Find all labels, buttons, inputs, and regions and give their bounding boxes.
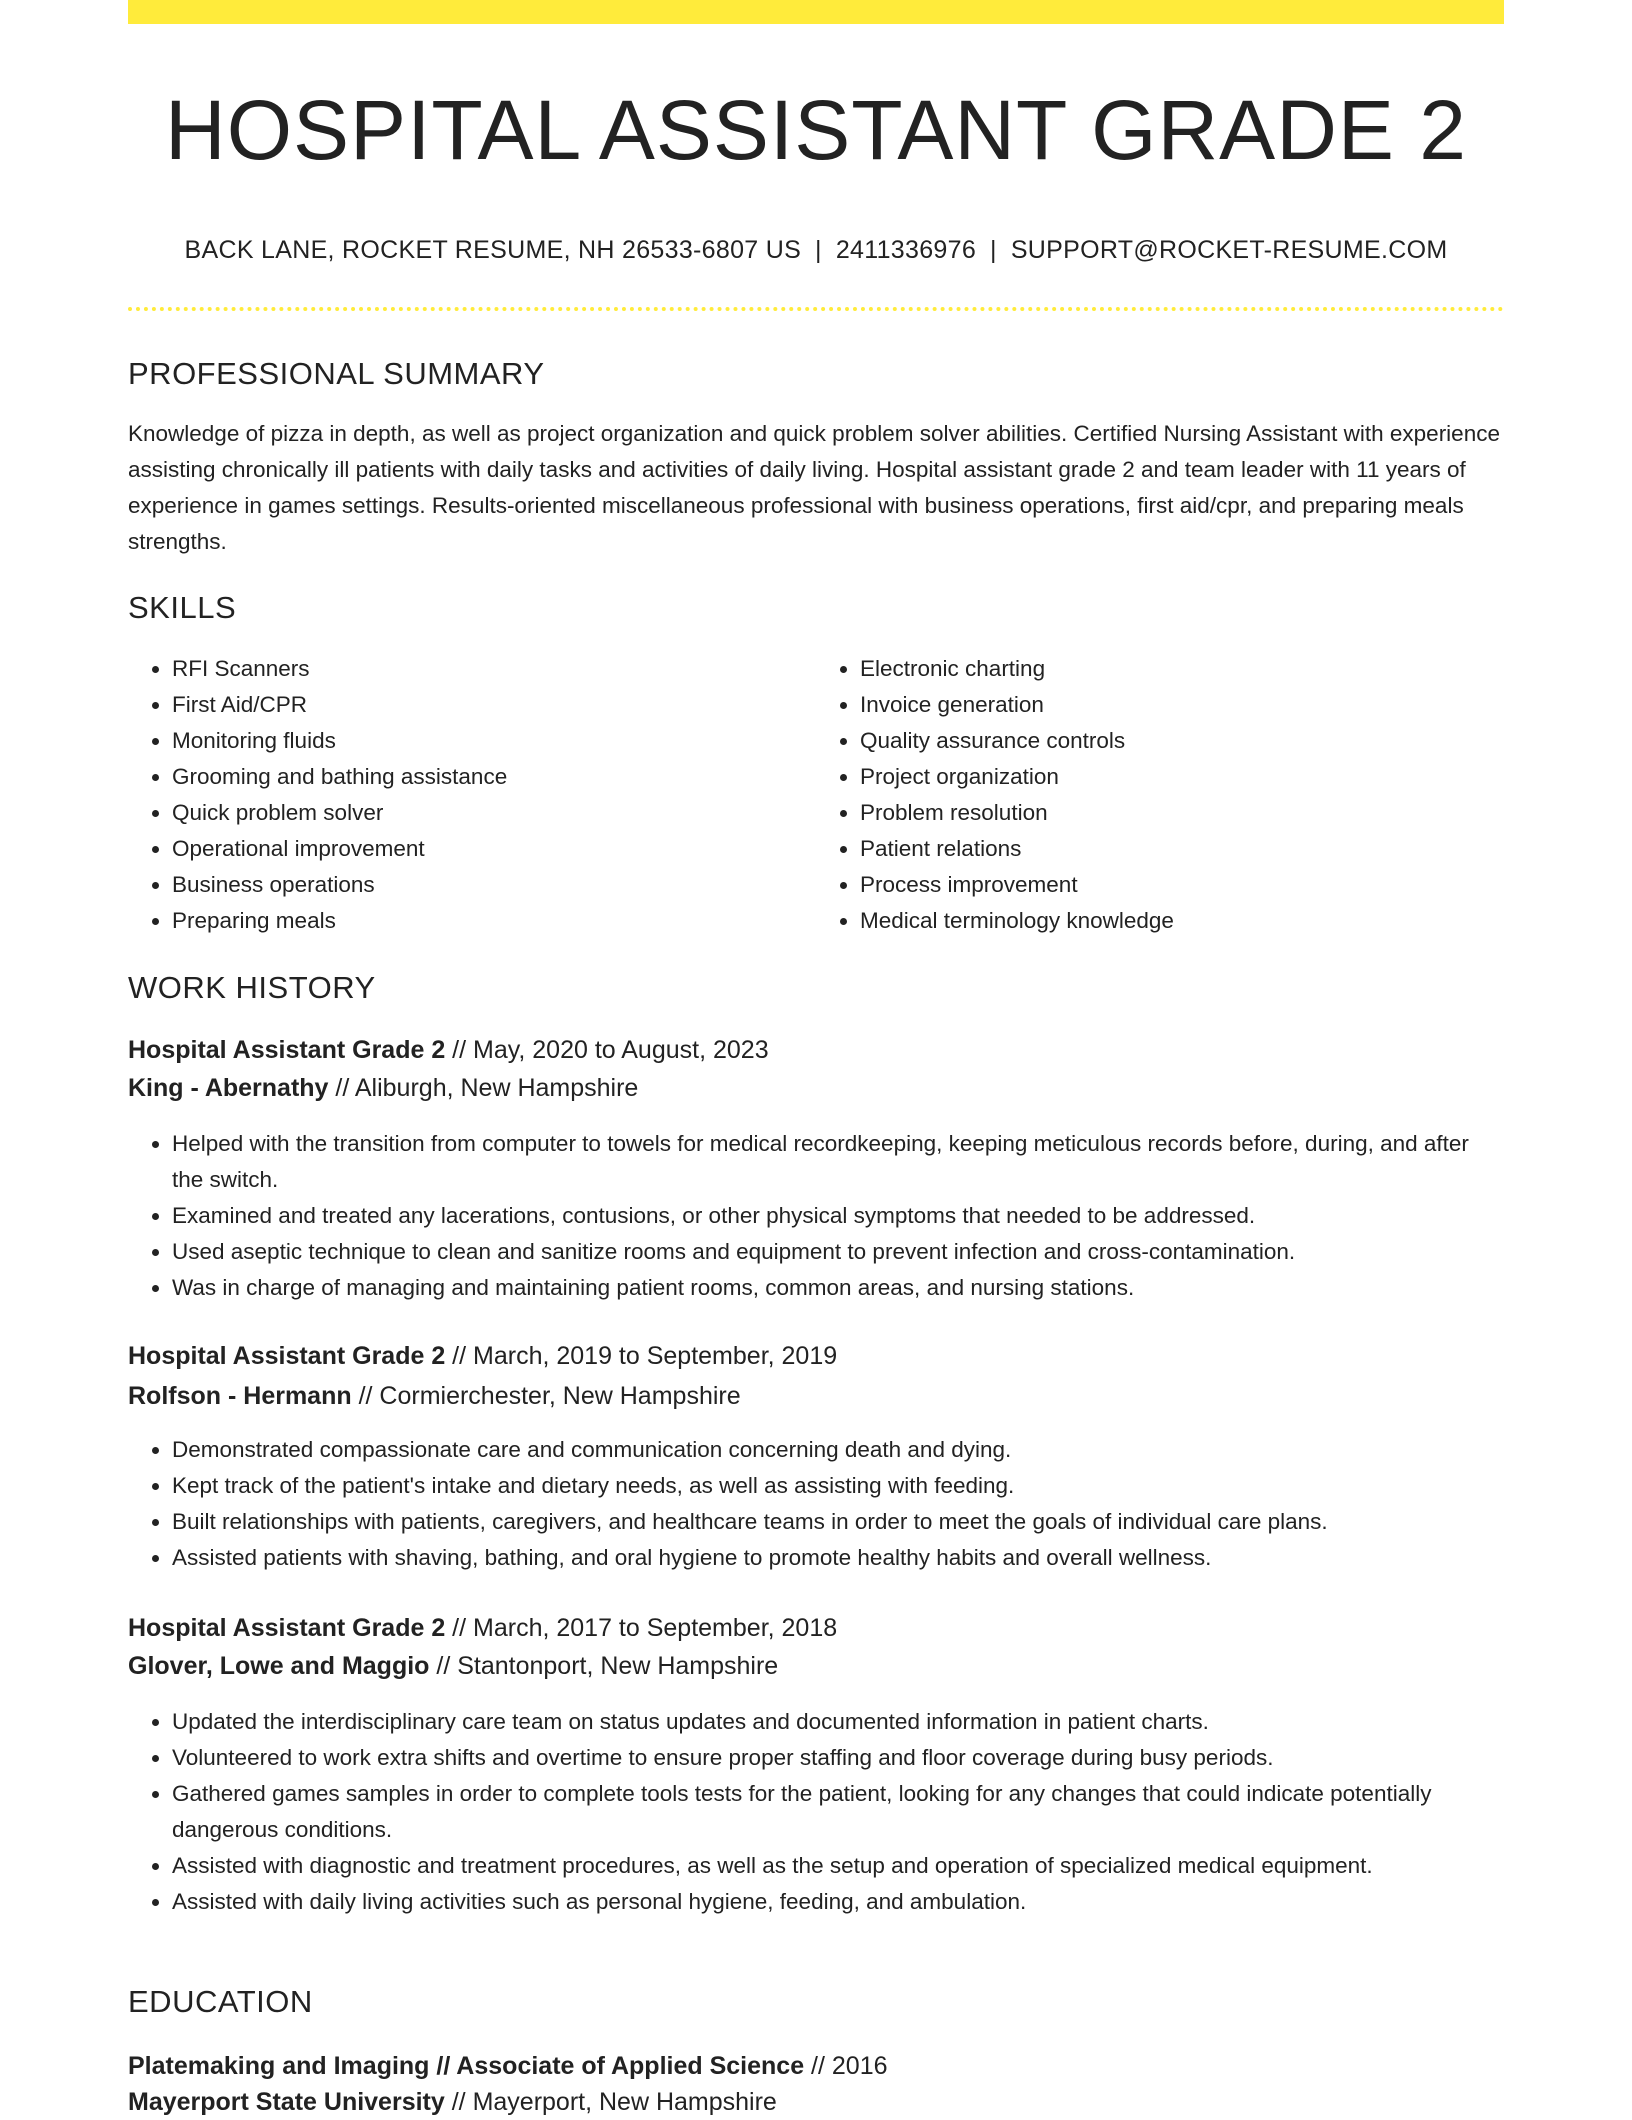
education-year: // 2016 bbox=[804, 2052, 888, 2080]
education-school-line bbox=[128, 2084, 777, 2120]
candidate-name: HOSPITAL ASSISTANT GRADE 2 bbox=[165, 83, 1467, 177]
contact-email: SUPPORT@ROCKET-RESUME.COM bbox=[1010, 236, 1448, 264]
job-bullet: • Assisted with daily living activities such as personal hygiene, feeding, and ambulation. bbox=[172, 1884, 1504, 1920]
contact-line bbox=[128, 236, 1504, 265]
job-location: // Stantonport, New Hampshire bbox=[429, 1652, 779, 1680]
education-degree-line bbox=[128, 2048, 888, 2084]
job-company-line bbox=[128, 1378, 741, 1414]
job-title-line bbox=[128, 1032, 769, 1068]
education-heading: EDUCATION bbox=[128, 1984, 313, 2019]
skill-item: • Operational improvement bbox=[172, 831, 816, 867]
job-bullet: • Examined and treated any lacerations, contusions, or other physical symptoms that needed to be addressed. bbox=[172, 1198, 1504, 1234]
job-location: // Aliburgh, New Hampshire bbox=[328, 1074, 639, 1102]
job-bullet: • Assisted with diagnostic and treatment procedures, as well as the setup and operation of specialized medical equipment. bbox=[172, 1848, 1504, 1884]
education-degree: Platemaking and Imaging // Associate of Applied Science bbox=[128, 2052, 805, 2080]
skills-heading: SKILLS bbox=[128, 590, 237, 625]
work-history-heading: WORK HISTORY bbox=[128, 970, 376, 1005]
skill-item: • Patient relations bbox=[860, 831, 1504, 867]
job-bullet: • Gathered games samples in order to complete tools tests for the patient, looking for any changes that could indicate potentially dangerous conditions. bbox=[172, 1776, 1504, 1848]
skill-item: • Project organization bbox=[860, 759, 1504, 795]
accent-bar bbox=[128, 0, 1504, 24]
skill-item: • Medical terminology knowledge bbox=[860, 903, 1504, 939]
job-title-line bbox=[128, 1610, 837, 1646]
contact-phone: 2411336976 bbox=[835, 236, 977, 264]
job-company: Glover, Lowe and Maggio bbox=[128, 1652, 430, 1680]
job-company: King - Abernathy bbox=[128, 1074, 329, 1102]
job-bullet: • Was in charge of managing and maintaining patient rooms, common areas, and nursing stations. bbox=[172, 1270, 1504, 1306]
job-bullet: • Assisted patients with shaving, bathing, and oral hygiene to promote healthy habits and overall wellness. bbox=[172, 1540, 1504, 1576]
job-bullet: • Helped with the transition from computer to towels for medical recordkeeping, keeping meticulous records before, during, and after the switch. bbox=[172, 1126, 1504, 1198]
job-dates: // May, 2020 to August, 2023 bbox=[445, 1036, 769, 1064]
job-company-line bbox=[128, 1070, 638, 1106]
education-location: // Mayerport, New Hampshire bbox=[444, 2088, 777, 2116]
job-bullet: • Demonstrated compassionate care and communication concerning death and dying. bbox=[172, 1432, 1504, 1468]
job-bullets bbox=[128, 1126, 1504, 1306]
job-role: Hospital Assistant Grade 2 bbox=[128, 1342, 446, 1370]
summary-text: Knowledge of pizza in depth, as well as project organization and quick problem solver abilities. Certified Nursing Assistant with experience assisting chronically ill patients with daily tasks and activities of daily living. Hospital assistant grade 2 and team leader with 11 years of experience in games settings. Results-oriented miscellaneous professional with business operations, first aid/cpr, and preparing meals strengths. bbox=[128, 421, 1500, 554]
skill-item: • First Aid/CPR bbox=[172, 687, 816, 723]
education-school: Mayerport State University bbox=[128, 2088, 445, 2116]
job-bullet: • Used aseptic technique to clean and sanitize rooms and equipment to prevent infection and cross-contamination. bbox=[172, 1234, 1504, 1270]
skill-item: • Invoice generation bbox=[860, 687, 1504, 723]
skills-column-right bbox=[816, 651, 1504, 939]
skill-item: • Business operations bbox=[172, 867, 816, 903]
contact-separator: | bbox=[815, 236, 822, 264]
job-bullet: • Kept track of the patient's intake and dietary needs, as well as assisting with feeding. bbox=[172, 1468, 1504, 1504]
job-company: Rolfson - Hermann bbox=[128, 1382, 352, 1410]
skill-item: • Quality assurance controls bbox=[860, 723, 1504, 759]
skill-item: • Process improvement bbox=[860, 867, 1504, 903]
job-bullets bbox=[128, 1432, 1504, 1576]
summary-heading: PROFESSIONAL SUMMARY bbox=[128, 356, 545, 391]
job-bullet: • Built relationships with patients, caregivers, and healthcare teams in order to meet the goals of individual care plans. bbox=[172, 1504, 1504, 1540]
contact-address: BACK LANE, ROCKET RESUME, NH 26533-6807 US bbox=[184, 236, 802, 264]
skill-item: • Monitoring fluids bbox=[172, 723, 816, 759]
skill-item: • Grooming and bathing assistance bbox=[172, 759, 816, 795]
job-role: Hospital Assistant Grade 2 bbox=[128, 1614, 446, 1642]
skill-item: • Quick problem solver bbox=[172, 795, 816, 831]
job-bullet: • Volunteered to work extra shifts and overtime to ensure proper staffing and floor coverage during busy periods. bbox=[172, 1740, 1504, 1776]
skills-column-left bbox=[128, 651, 816, 939]
job-company-line bbox=[128, 1648, 778, 1684]
job-role: Hospital Assistant Grade 2 bbox=[128, 1036, 446, 1064]
job-bullet: • Updated the interdisciplinary care team on status updates and documented information in patient charts. bbox=[172, 1704, 1504, 1740]
dotted-divider bbox=[128, 307, 1504, 311]
skill-item: • RFI Scanners bbox=[172, 651, 816, 687]
job-location: // Cormierchester, New Hampshire bbox=[351, 1382, 741, 1410]
job-title-line bbox=[128, 1338, 837, 1374]
skill-item: • Electronic charting bbox=[860, 651, 1504, 687]
job-dates: // March, 2019 to September, 2019 bbox=[445, 1342, 838, 1370]
job-bullets bbox=[128, 1704, 1504, 1920]
job-dates: // March, 2017 to September, 2018 bbox=[445, 1614, 838, 1642]
skill-item: • Preparing meals bbox=[172, 903, 816, 939]
contact-separator: | bbox=[990, 236, 997, 264]
skill-item: • Problem resolution bbox=[860, 795, 1504, 831]
skills-list bbox=[128, 651, 1504, 939]
